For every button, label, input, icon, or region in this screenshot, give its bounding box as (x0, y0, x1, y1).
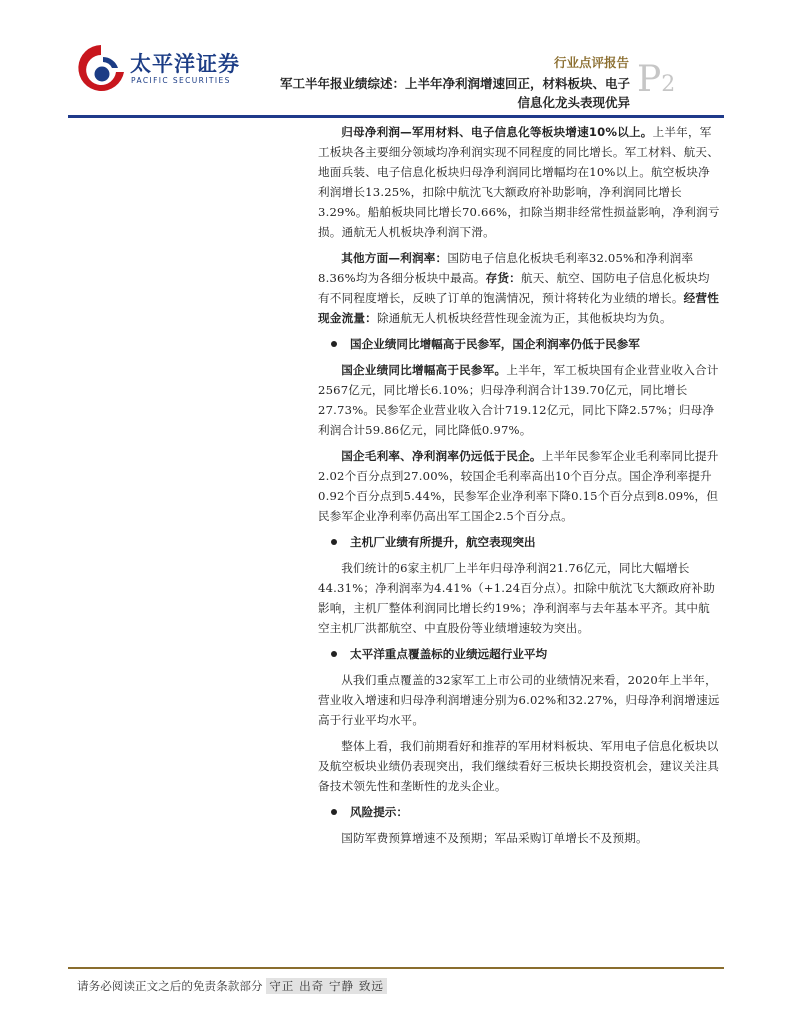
logo-chinese-name: 太平洋证券 (130, 52, 240, 76)
section-heading-text: 国企业绩同比增幅高于民参军，国企利润率仍低于民参军 (350, 337, 640, 351)
main-content (318, 122, 720, 848)
paragraph-risk: 国防军费预算增速不及预期；军品采购订单增长不及预期。 (341, 831, 648, 845)
report-type-label: 行业点评报告 (553, 55, 629, 70)
paragraph-lead: 国企业绩同比增幅高于民参军。 (341, 363, 507, 377)
paragraph-lead: 其他方面—利润率： (341, 251, 448, 265)
paragraph-soe-growth (318, 360, 720, 440)
report-title-line2: 信息化龙头表现优异 (517, 95, 630, 110)
disclaimer-text: 请务必阅读正文之后的免责条款部分 (77, 979, 263, 993)
pacific-logo-icon (76, 43, 126, 97)
paragraph-other-aspects (318, 248, 720, 328)
page-letter: P (637, 59, 662, 100)
bullet-icon (331, 809, 337, 815)
paragraph-soe-margin (318, 446, 720, 526)
section-heading-text: 风险提示： (350, 805, 408, 819)
paragraph-lead: 国企毛利率、净利润率仍远低于民企。 (341, 449, 542, 463)
paragraph-summary: 整体上看，我们前期看好和推荐的军用材料板块、军用电子信息化板块以及航空板块业绩仍表现突出，我们继续看好三板块长期投资机会，建议关注具备技术领先性和垄断性的龙头企业。 (318, 739, 719, 793)
page-number (637, 59, 676, 103)
footer (77, 978, 387, 994)
section-heading (318, 532, 720, 552)
company-motto: 守正 出奇 宁静 致远 (266, 978, 387, 994)
paragraph-net-profit (318, 122, 720, 242)
report-title-line1: 军工半年报业绩综述：上半年净利润增速回正，材料板块、电子 (279, 76, 630, 91)
paragraph-text: 上半年，军工板块国有企业营业收入合计2567亿元，同比增长6.10%；归母净利润合计139.70亿元，同比增长27.73%。民参军企业营业收入合计719.12亿元，同比下降2.57%；归母净利润合计59.86亿元，同比降低0.97%。 (318, 363, 719, 437)
report-title (200, 74, 630, 112)
section-heading (318, 334, 720, 354)
paragraph-text: 航天、航空、国防电子信息化板块均有不同程度增长，反映了订单的饱满情况，预计将转化为业绩的增长。 (318, 271, 710, 305)
header-divider (68, 115, 724, 118)
paragraph-text: 除通航无人机板块经营性现金流为正，其他板块均为负。 (376, 311, 672, 325)
paragraph-lead: 经营性现金流量： (318, 291, 719, 325)
section-heading (318, 644, 720, 664)
paragraph-text: 上半年民参军企业毛利率同比提升2.02个百分点到27.00%，较国企毛利率高出10个百分点。国企净利率提升0.92个百分点到5.44%，民参军企业净利率下降0.15个百分点到8.09%，但民参军企业净利率仍高出军工国企2.5个百分点。 (318, 449, 719, 523)
bullet-icon (331, 651, 337, 657)
paragraph-text: 国防电子信息化板块毛利率32.05%和净利润率8.36%均为各细分板块中最高。 (318, 251, 694, 285)
paragraph-coverage: 从我们重点覆盖的32家军工上市公司的业绩情况来看，2020年上半年，营业收入增速和归母净利润增速分别为6.02%和32.27%，归母净利润增速远高于行业平均水平。 (318, 673, 720, 727)
bullet-icon (331, 341, 337, 347)
paragraph-oem: 我们统计的6家主机厂上半年归母净利润21.76亿元，同比大幅增长44.31%；净利润率为4.41%（+1.24百分点）。扣除中航沈飞大额政府补助影响，主机厂整体利润同比增长约19%；净利润率与去年基本平齐。其中航空主机厂洪都航空、中直股份等业绩增速较为突出。 (318, 561, 716, 635)
paragraph-lead: 存货： (485, 271, 521, 285)
page-digit: 2 (661, 72, 676, 97)
logo-english-name: PACIFIC SECURITIES (131, 76, 231, 85)
section-heading-text: 太平洋重点覆盖标的业绩远超行业平均 (350, 647, 548, 661)
footer-divider (68, 967, 724, 969)
section-heading (318, 802, 720, 822)
bullet-icon (331, 539, 337, 545)
paragraph-lead: 归母净利润—军用材料、电子信息化等板块增速10%以上。 (341, 125, 653, 139)
paragraph-text: 上半年，军工板块各主要细分领域均净利润实现不同程度的同比增长。军工材料、航天、地面兵装、电子信息化板块归母净利润同比增幅均在10%以上。航空板块净利润增长13.25%，扣除中航沈飞大额政府补助影响，净利润同比增长3.29%。船舶板块同比增长70.66%，扣除当期非经常性损益影响，净利润亏损。通航无人机板块净利润下滑。 (318, 125, 720, 239)
section-heading-text: 主机厂业绩有所提升，航空表现突出 (350, 535, 536, 549)
